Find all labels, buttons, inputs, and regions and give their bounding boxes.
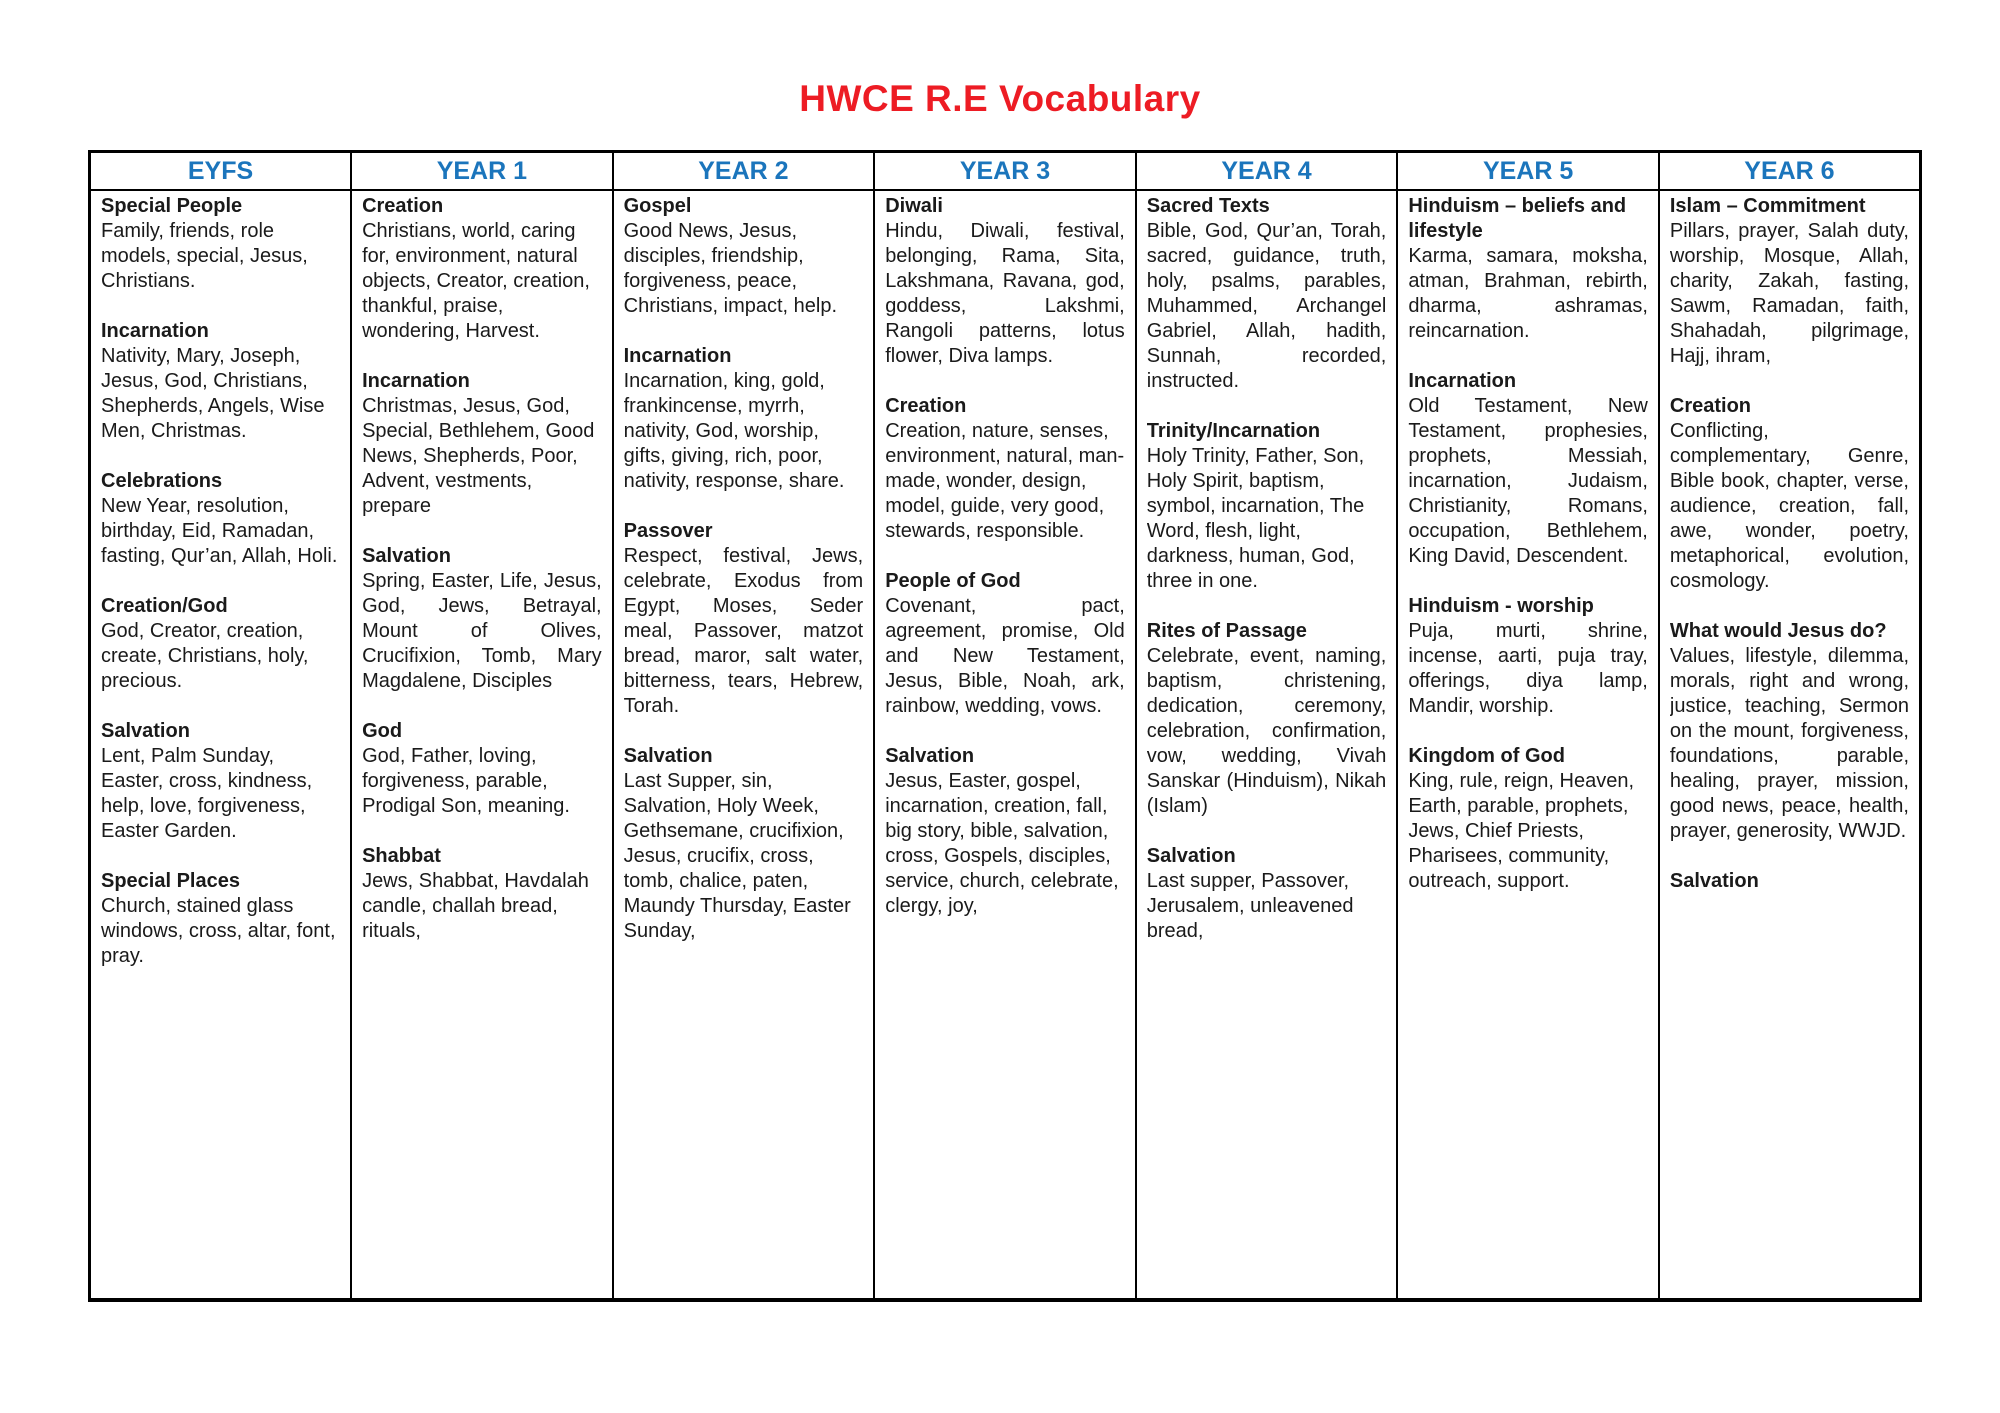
section-title: Sacred Texts [1146,195,1270,217]
section-title: Gospel [623,195,692,217]
section-title: Salvation [1146,845,1236,867]
section-title: Incarnation [1408,370,1517,392]
column-cell-year-3 [874,190,1136,1300]
section-words: Incarnation, king, gold, frankincense, myrrh, nativity, God, worship, gifts, giving, rich, poor, nativity, response, share. [623,370,845,492]
vocabulary-table [88,150,1922,1302]
section-title: Rites of Passage [1146,620,1307,642]
column-header-eyfs: EYFS [90,152,352,191]
vocab-section-salvation [101,719,340,844]
section-words: Celebrate, event, naming, baptism, christening, dedication, ceremony, celebration, confirmation, vow, wedding, Vivah Sanskar (Hinduism), Nikah (Islam) [1146,645,1387,817]
section-title: Creation [362,195,444,217]
section-title: Special People [101,195,243,217]
section-words: Karma, samara, moksha, atman, Brahman, rebirth, dharma, ashramas, reincarnation. [1408,245,1648,342]
section-words: King, rule, reign, Heaven, Earth, parable, prophets, Jews, Chief Priests, Pharisees, community, outreach, support. [1408,770,1634,892]
vocab-section-hinduism-worship [1408,594,1648,719]
column-header-year-2: YEAR 2 [613,152,875,191]
section-words: Good News, Jesus, disciples, friendship, forgiveness, peace, Christians, impact, help. [623,220,838,317]
section-title: Islam – Commitment [1669,195,1866,217]
vocab-section-incarnation [362,369,602,519]
column-header-year-4: YEAR 4 [1136,152,1398,191]
section-words: Bible, God, Qur’an, Torah, sacred, guidance, truth, holy, psalms, parables, Muhammed, Archangel Gabriel, Allah, hadith, Sunnah, recorded, instructed. [1146,220,1387,392]
section-words: Church, stained glass windows, cross, altar, font, pray. [101,895,336,967]
section-words: God, Father, loving, forgiveness, parable, Prodigal Son, meaning. [362,745,570,817]
vocab-section-salvation [362,544,602,694]
vocab-section-special-people [101,194,340,294]
column-header-year-3: YEAR 3 [874,152,1136,191]
section-words: Covenant, pact, agreement, promise, Old and New Testament, Jesus, Bible, Noah, ark, rainbow, wedding, vows. [885,595,1125,717]
page-title: HWCE R.E Vocabulary [799,78,1201,119]
section-words: Pillars, prayer, Salah duty, worship, Mosque, Allah, charity, Zakah, fasting, Sawm, Ramadan, faith, Shahadah, pilgrimage, Hajj, ihram, [1669,220,1909,367]
column-header-year-1: YEAR 1 [351,152,613,191]
section-title: Special Places [101,870,240,892]
section-words: Last supper, Passover, Jerusalem, unleavened bread, [1146,870,1354,942]
column-content-eyfs [101,194,340,1298]
section-words: Nativity, Mary, Joseph, Jesus, God, Christians, Shepherds, Angels, Wise Men, Christmas. [101,345,325,442]
section-title: Salvation [1669,870,1759,892]
vocab-section-passover [624,519,864,719]
vocab-section-celebrations [101,469,340,569]
table-header [90,152,1921,191]
section-words: Spring, Easter, Life, Jesus, God, Jews, Betrayal, Mount of Olives, Crucifixion, Tomb, Mary Magdalene, Disciples [362,570,602,692]
section-title: Salvation [101,720,190,742]
section-title: Diwali [885,195,943,217]
section-words: God, Creator, creation, create, Christians, holy, precious. [101,620,309,692]
section-title: People of God [885,570,1021,592]
table-body [90,190,1921,1300]
column-header-year-5: YEAR 5 [1397,152,1659,191]
section-title: Shabbat [362,845,441,867]
vocab-section-salvation [1147,844,1387,944]
section-title: Incarnation [362,370,470,392]
section-words: Christians, world, caring for, environment, natural objects, Creator, creation, thankful, praise, wondering, Harvest. [362,220,590,342]
section-words: Jews, Shabbat, Havdalah candle, challah bread, rituals, [362,870,589,942]
column-cell-eyfs [90,190,352,1300]
section-title: Creation [1669,395,1751,417]
section-title: Hinduism - worship [1408,595,1594,617]
vocab-section-creation [1670,394,1909,594]
table-body-row [90,190,1921,1300]
vocab-section-incarnation [624,344,864,494]
column-content-year-6 [1670,194,1909,1298]
vocab-section-incarnation [1408,369,1648,569]
section-words: Holy Trinity, Father, Son, Holy Spirit, baptism, symbol, incarnation, The Word, flesh, light, darkness, human, God, three in one. [1146,445,1365,592]
vocab-section-rites-of-passage [1147,619,1387,819]
section-words: Respect, festival, Jews, celebrate, Exodus from Egypt, Moses, Seder meal, Passover, matzot bread, maror, salt water, bitterness, tears, Hebrew, Torah. [623,545,864,717]
column-content-year-3 [885,194,1125,1298]
section-words: Puja, murti, shrine, incense, aarti, puja tray, offerings, diya lamp, Mandir, worship. [1408,620,1648,717]
column-content-year-1 [362,194,602,1298]
vocab-section-trinity-incarnation [1147,419,1387,594]
vocab-section-people-of-god [885,569,1125,719]
column-header-year-6: YEAR 6 [1659,152,1921,191]
section-title: Salvation [885,745,975,767]
vocab-section-creation-god [101,594,340,694]
column-cell-year-4 [1136,190,1398,1300]
section-title: Kingdom of God [1408,745,1565,767]
section-words: Christmas, Jesus, God, Special, Bethlehem, Good News, Shepherds, Poor, Advent, vestments, prepare [362,395,595,517]
vocab-section-salvation [624,744,864,944]
vocab-section-salvation [885,744,1125,919]
section-title: Salvation [623,745,713,767]
vocab-section-shabbat [362,844,602,944]
vocab-section-kingdom-of-god [1408,744,1648,894]
vocab-section-special-places [101,869,340,969]
vocab-section-salvation [1670,869,1909,894]
section-title: Celebrations [101,470,223,492]
vocab-section-hinduism-beliefs-and-lifestyle [1408,194,1648,344]
section-title: Creation/God [101,595,228,617]
vocab-section-god [362,719,602,819]
section-words: Old Testament, New Testament, prophesies, prophets, Messiah, incarnation, Judaism, Christianity, Romans, occupation, Bethlehem, King David, Descendent. [1408,395,1648,567]
section-words: Conflicting, complementary, Genre, Bible book, chapter, verse, audience, creation, fall, awe, wonder, poetry, metaphorical, evolution, cosmology. [1669,420,1909,592]
vocab-section-diwali [885,194,1125,369]
section-title: What would Jesus do? [1669,620,1887,642]
vocab-section-sacred-texts [1147,194,1387,394]
vocab-section-what-would-jesus-do [1670,619,1909,844]
vocab-section-creation [362,194,602,344]
vocab-section-incarnation [101,319,340,444]
section-words: Family, friends, role models, special, Jesus, Christians. [101,220,308,292]
section-words: Values, lifestyle, dilemma, morals, right and wrong, justice, teaching, Sermon on the mount, forgiveness, foundations, parable, healing, prayer, mission, good news, peace, health, prayer, generosity, WWJD. [1669,645,1909,842]
section-title: Hinduism – beliefs and lifestyle [1408,195,1627,242]
column-cell-year-2 [613,190,875,1300]
vocab-section-gospel [624,194,864,319]
section-title: Incarnation [101,320,209,342]
section-words: New Year, resolution, birthday, Eid, Ramadan, fasting, Qur’an, Allah, Holi. [101,495,338,567]
column-content-year-5 [1408,194,1648,1298]
section-words: Hindu, Diwali, festival, belonging, Rama, Sita, Lakshmana, Ravana, god, goddess, Lakshmi, Rangoli patterns, lotus flower, Diva lamps. [885,220,1125,367]
section-title: Creation [885,395,967,417]
column-cell-year-1 [351,190,613,1300]
section-words: Creation, nature, senses, environment, natural, man-made, wonder, design, model, guide, very good, stewards, responsible. [885,420,1125,542]
column-cell-year-6 [1659,190,1921,1300]
section-title: Trinity/Incarnation [1146,420,1321,442]
column-content-year-4 [1147,194,1387,1298]
section-words: Lent, Palm Sunday, Easter, cross, kindness, help, love, forgiveness, Easter Garden. [101,745,313,842]
column-cell-year-5 [1397,190,1659,1300]
column-content-year-2 [624,194,864,1298]
section-title: Salvation [362,545,451,567]
section-words: Last Supper, sin, Salvation, Holy Week, Gethsemane, crucifixion, Jesus, crucifix, cross, tomb, chalice, paten, Maundy Thursday, Easter Sunday, [623,770,851,942]
section-words: Jesus, Easter, gospel, incarnation, creation, fall, big story, bible, salvation, cross, Gospels, disciples, service, church, celebrate, clergy, joy, [885,770,1119,917]
vocab-section-islam-commitment [1670,194,1909,369]
section-title: God [362,720,403,742]
section-title: Incarnation [623,345,732,367]
vocab-section-creation [885,394,1125,544]
table-header-row [90,152,1921,191]
section-title: Passover [623,520,713,542]
